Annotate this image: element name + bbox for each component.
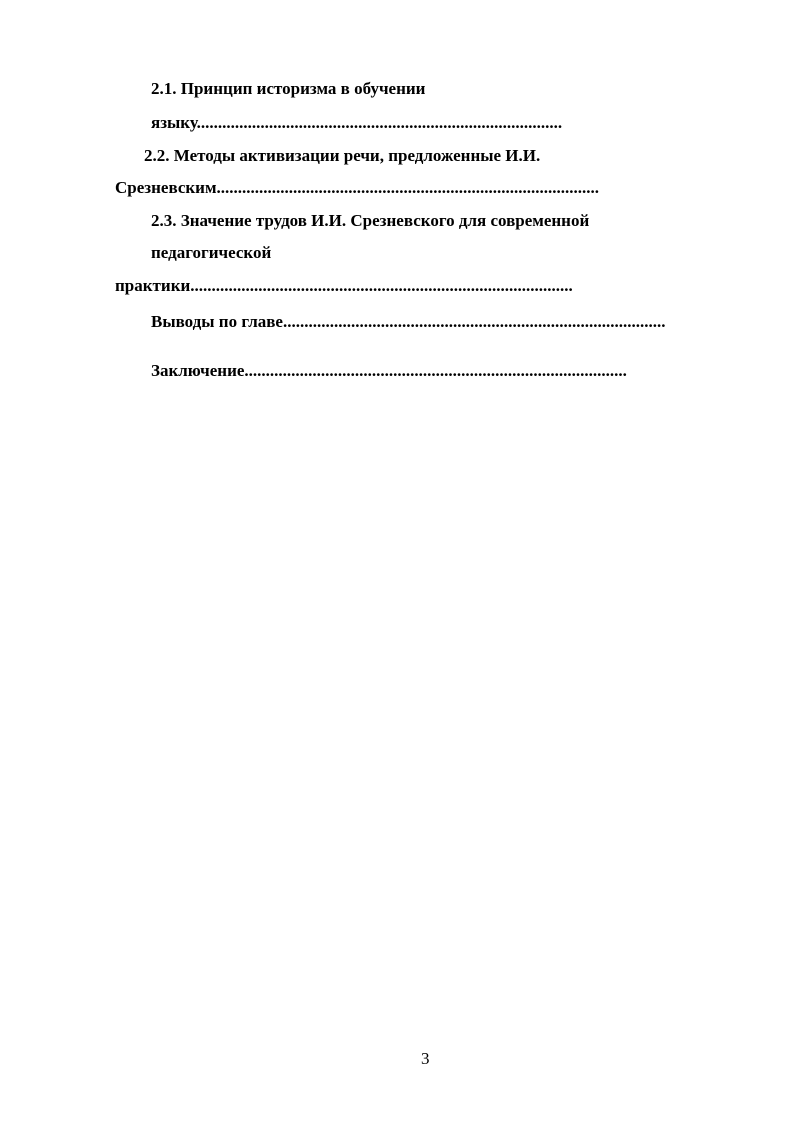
toc-entry-2-3-page-line: практики..........................................................................................	[115, 276, 573, 295]
toc-entry-2-3-title: 2.3. Значение трудов И.И. Срезневского для современной	[151, 211, 590, 230]
toc-entry-2-2-continuation: Срезневским..........................................................................................	[115, 178, 600, 197]
toc-entry-conclusion: Заключение..........................................................................................	[151, 361, 627, 380]
toc-entry-conclusions-chapter: Выводы по главе..........................................................................................	[151, 312, 666, 331]
toc-entry-2-2-title: 2.2. Методы активизации речи, предложенные И.И.	[144, 146, 541, 165]
page-number: 3	[421, 1049, 430, 1068]
toc-entry-2-1-continuation: языку......................................................................................	[151, 113, 563, 132]
toc-entry-2-1-title: 2.1. Принцип историзма в обучении	[151, 79, 426, 98]
toc-entry-2-3-continuation: педагогической	[151, 243, 272, 262]
